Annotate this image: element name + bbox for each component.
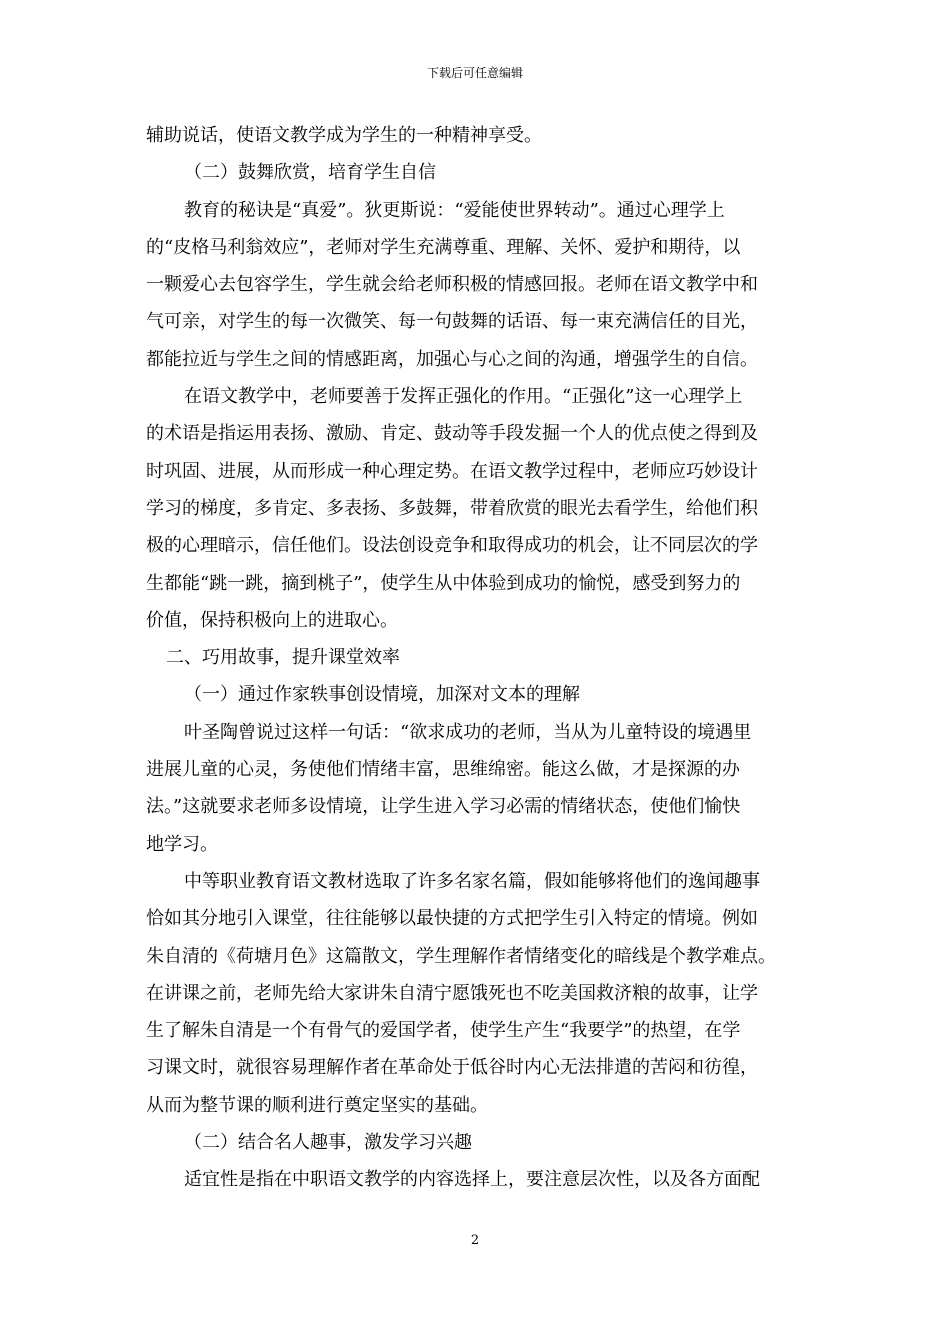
paragraph-line: 生了解朱自清是一个有骨气的爱国学者，使学生产生“我要学”的热望，在学 bbox=[146, 1020, 741, 1042]
page-number: 2 bbox=[470, 1233, 480, 1248]
paragraph-line: 法。”这就要求老师多设情境，让学生进入学习必需的情绪状态，使他们愉快 bbox=[146, 796, 741, 818]
paragraph-line: 从而为整节课的顺利进行奠定坚实的基础。 bbox=[146, 1094, 488, 1116]
paragraph-line: 价值，保持积极向上的进取心。 bbox=[146, 609, 398, 631]
paragraph-line: 习课文时，就很容易理解作者在革命处于低谷时内心无法排遣的苦闷和彷徨， bbox=[146, 1057, 758, 1079]
paragraph-line: 地学习。 bbox=[146, 833, 218, 855]
paragraph-line: 的“皮格马利翁效应”，老师对学生充满尊重、理解、关怀、爱护和期待，以 bbox=[146, 236, 741, 258]
document-body bbox=[146, 117, 824, 1199]
paragraph-line: 一颗爱心去包容学生，学生就会给老师积极的情感回报。老师在语文教学中和 bbox=[146, 274, 758, 296]
paragraph-line: 学习的梯度，多肯定、多表扬、多鼓舞，带着欣赏的眼光去看学生，给他们积 bbox=[146, 497, 758, 519]
text-line: 辅助说话，使语文教学成为学生的一种精神享受。 bbox=[146, 125, 542, 146]
paragraph-line: 教育的秘诀是“真爱”。狄更斯说：“爱能使世界转动”。通过心理学上 bbox=[184, 199, 725, 221]
paragraph-line: 适宜性是指在中职语文教学的内容选择上，要注意层次性，以及各方面配 bbox=[184, 1169, 760, 1191]
subheading: （二）结合名人趣事，激发学习兴趣 bbox=[184, 1132, 472, 1154]
section-heading: 二、巧用故事，提升课堂效率 bbox=[166, 647, 400, 669]
paragraph-line: 在语文教学中，老师要善于发挥正强化的作用。“正强化”这一心理学上 bbox=[184, 386, 743, 408]
subheading: （二）鼓舞欣赏，培育学生自信 bbox=[184, 162, 436, 184]
paragraph-line: 的术语是指运用表扬、激励、肯定、鼓动等手段发掘一个人的优点使之得到及 bbox=[146, 423, 758, 445]
paragraph-line: 时巩固、进展，从而形成一种心理定势。在语文教学过程中，老师应巧妙设计 bbox=[146, 460, 758, 482]
subheading: （一）通过作家轶事创设情境，加深对文本的理解 bbox=[184, 684, 580, 706]
paragraph-line: 极的心理暗示，信任他们。设法创设竞争和取得成功的机会，让不同层次的学 bbox=[146, 535, 758, 557]
paragraph-line: 生都能“跳一跳，摘到桃子”，使学生从中体验到成功的愉悦，感受到努力的 bbox=[146, 572, 741, 594]
paragraph-line: 都能拉近与学生之间的情感距离，加强心与心之间的沟通，增强学生的自信。 bbox=[146, 348, 758, 370]
paragraph-line: 中等职业教育语文教材选取了许多名家名篇，假如能够将他们的逸闻趣事 bbox=[184, 870, 760, 892]
paragraph-line: 恰如其分地引入课堂，往往能够以最快捷的方式把学生引入特定的情境。例如 bbox=[146, 908, 758, 930]
paragraph-line: 朱自清的《荷塘月色》这篇散文，学生理解作者情绪变化的暗线是个教学难点。 bbox=[146, 945, 776, 967]
paragraph-line: 进展儿童的心灵，务使他们情绪丰富，思维绵密。能这么做，才是探源的办 bbox=[146, 759, 740, 781]
paragraph-line: 叶圣陶曾说过这样一句话：“欲求成功的老师，当从为儿童特设的境遇里 bbox=[184, 721, 752, 743]
paragraph-line: 气可亲，对学生的每一次微笑、每一句鼓舞的话语、每一束充满信任的目光， bbox=[146, 311, 758, 333]
page-header: 下载后可任意编辑 bbox=[426, 66, 523, 80]
paragraph-line: 在讲课之前，老师先给大家讲朱自清宁愿饿死也不吃美国救济粮的故事，让学 bbox=[146, 982, 758, 1004]
